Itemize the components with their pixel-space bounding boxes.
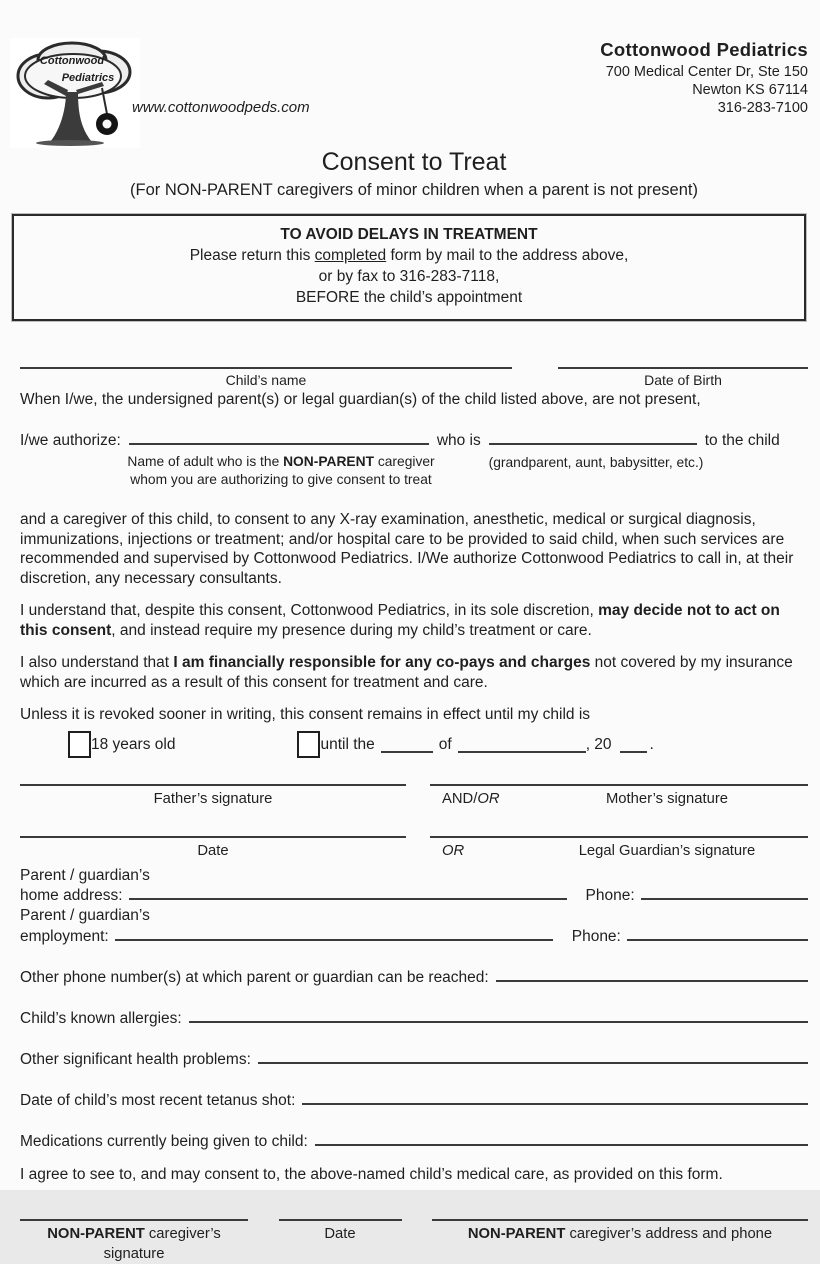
date-field[interactable]: [20, 836, 406, 838]
caregiver-name-caption: Name of adult who is the NON-PARENT caregiver whom you are authorizing to give consent to treat: [127, 454, 435, 487]
signature-row-parents: [20, 784, 808, 786]
or-label: OR: [442, 843, 465, 859]
mother-signature-label: Mother’s signature: [605, 790, 728, 807]
child-name-field[interactable]: [20, 367, 512, 369]
health-problems-field[interactable]: [258, 1049, 808, 1064]
option-until-mid: of: [438, 735, 452, 753]
clinic-address-line1: 700 Medical Center Dr, Ste 150: [605, 63, 808, 80]
mother-signature-field[interactable]: [430, 784, 808, 786]
employment-phone-label: Phone:: [571, 927, 621, 945]
date-of-birth-label: Date of Birth: [644, 371, 722, 388]
month-field[interactable]: [458, 736, 586, 753]
to-the-child-label: to the child: [704, 432, 780, 449]
nonparent-signature-label: NON-PARENT caregiver’s signature: [47, 1226, 221, 1262]
intro-paragraph: When I/we, the undersigned parent(s) or legal guardian(s) of the child listed above, are not present,: [20, 390, 701, 408]
consent-paragraph-3: I also understand that I am financially responsible for any co-pays and charges not covered by my insurance which are incurred as a result of this consent for treatment and care.: [20, 654, 793, 691]
tetanus-shot-label: Date of child’s most recent tetanus shot:: [20, 1092, 296, 1109]
clinic-logo: [10, 38, 140, 148]
employment-phone-field[interactable]: [627, 926, 808, 941]
consent-paragraph-1: and a caregiver of this child, to consent to any X-ray examination, anesthetic, medical or surgical diagnosis, immunizations, injections or treatment; and/or hospital care to be provided to said child, when such services are recommended and supervised by Cottonwood Pediatrics. I/We authorize Cottonwood Pediatrics to call in, at their discretion, any necessary consultants.: [20, 511, 794, 587]
option-until-end: .: [649, 735, 654, 753]
date-of-birth-field[interactable]: [558, 367, 808, 369]
home-address-field[interactable]: [129, 885, 567, 900]
svg-text:Cottonwood: Cottonwood: [39, 55, 105, 67]
clinic-address-line2: Newton KS 67114: [692, 81, 808, 98]
option-until-post: , 20: [585, 735, 612, 753]
name-dob-row: [20, 367, 808, 389]
nonparent-signature-field[interactable]: [20, 1219, 248, 1221]
other-phone-label: Other phone number(s) at which parent or guardian can be reached:: [20, 969, 489, 986]
and-or-label: AND/OR: [442, 790, 500, 807]
checkbox-until-date[interactable]: [297, 731, 320, 758]
father-signature-field[interactable]: [20, 784, 406, 786]
guardian-signature-field[interactable]: [430, 836, 808, 838]
notice-line2: or by fax to 316-283-7118,: [318, 267, 500, 285]
clinic-website: www.cottonwoodpeds.com: [132, 99, 310, 116]
home-address-intro: Parent / guardian’s: [20, 866, 150, 884]
signature-row-date-guardian: [20, 836, 808, 838]
nonparent-address-label: NON-PARENT caregiver’s address and phone: [467, 1226, 773, 1242]
relationship-caption: (grandparent, aunt, babysitter, etc.): [488, 455, 704, 470]
duration-options-row: [68, 730, 808, 760]
medications-label: Medications currently being given to child:: [20, 1133, 308, 1150]
form-title: Consent to Treat: [321, 148, 507, 176]
caregiver-name-field[interactable]: [129, 430, 429, 445]
tree-logo-icon: [10, 38, 140, 148]
who-is-label: who is: [436, 432, 481, 449]
clinic-info-block: [600, 40, 808, 117]
guardian-signature-label: Legal Guardian’s signature: [578, 843, 756, 859]
signature-row-date-guardian-labels: [20, 842, 808, 862]
bottom-signature-labels: [20, 1225, 808, 1264]
checkbox-18-years[interactable]: [68, 731, 91, 758]
consent-paragraph-2: I understand that, despite this consent, Cottonwood Pediatrics, in its sole discretion, may decide not to act on this consent, and instead require my presence during my child’s treatment or care.: [20, 602, 780, 639]
employment-label: employment:: [20, 927, 109, 945]
medications-row: [20, 1131, 808, 1152]
contact-block: [20, 866, 808, 947]
home-address-label: home address:: [20, 887, 123, 904]
tetanus-shot-field[interactable]: [302, 1090, 808, 1105]
employment-intro: Parent / guardian’s: [20, 907, 150, 924]
bottom-signature-row: [20, 1219, 808, 1221]
other-phone-field[interactable]: [496, 967, 808, 982]
authorize-block: [20, 430, 808, 500]
form-subtitle: (For NON-PARENT caregivers of minor children when a parent is not present): [130, 181, 698, 199]
bottom-date-field[interactable]: [279, 1219, 402, 1221]
home-phone-field[interactable]: [641, 885, 808, 900]
year-field[interactable]: [620, 736, 647, 753]
clinic-name: Cottonwood Pediatrics: [600, 39, 808, 60]
date-label: Date: [197, 843, 229, 859]
other-phone-row: [20, 967, 808, 988]
child-name-label: Child’s name: [225, 371, 307, 388]
day-field[interactable]: [381, 736, 433, 753]
notice-line1: Please return this completed form by mail to the address above,: [189, 246, 629, 264]
health-problems-label: Other significant health problems:: [20, 1051, 251, 1068]
nonparent-address-field[interactable]: [432, 1219, 808, 1221]
bottom-date-label: Date: [324, 1226, 356, 1242]
relationship-field[interactable]: [489, 430, 697, 445]
option-until-pre: until the: [320, 735, 375, 753]
father-signature-label: Father’s signature: [153, 790, 273, 807]
allergies-row: [20, 1008, 808, 1029]
notice-heading: TO AVOID DELAYS IN TREATMENT: [280, 225, 538, 243]
tetanus-shot-row: [20, 1090, 808, 1111]
medications-field[interactable]: [315, 1131, 808, 1146]
notice-box: [12, 214, 806, 321]
duration-intro: Unless it is revoked sooner in writing, this consent remains in effect until my child is: [20, 706, 591, 723]
option-18-years-label: 18 years old: [91, 735, 176, 753]
allergies-field[interactable]: [189, 1008, 808, 1023]
signature-row-parents-labels: [20, 790, 808, 810]
employment-field[interactable]: [115, 926, 553, 941]
caregiver-agreement: I agree to see to, and may consent to, the above-named child’s medical care, as provided on this form.: [20, 1165, 723, 1183]
clinic-phone: 316-283-7100: [717, 99, 808, 116]
form-header: [20, 36, 808, 148]
authorize-lead: I/we authorize:: [20, 432, 121, 449]
health-problems-row: [20, 1049, 808, 1070]
allergies-label: Child’s known allergies:: [20, 1010, 182, 1027]
svg-text:Pediatrics: Pediatrics: [61, 72, 115, 84]
notice-line3: BEFORE the child’s appointment: [295, 288, 523, 306]
home-phone-label: Phone:: [585, 887, 635, 904]
